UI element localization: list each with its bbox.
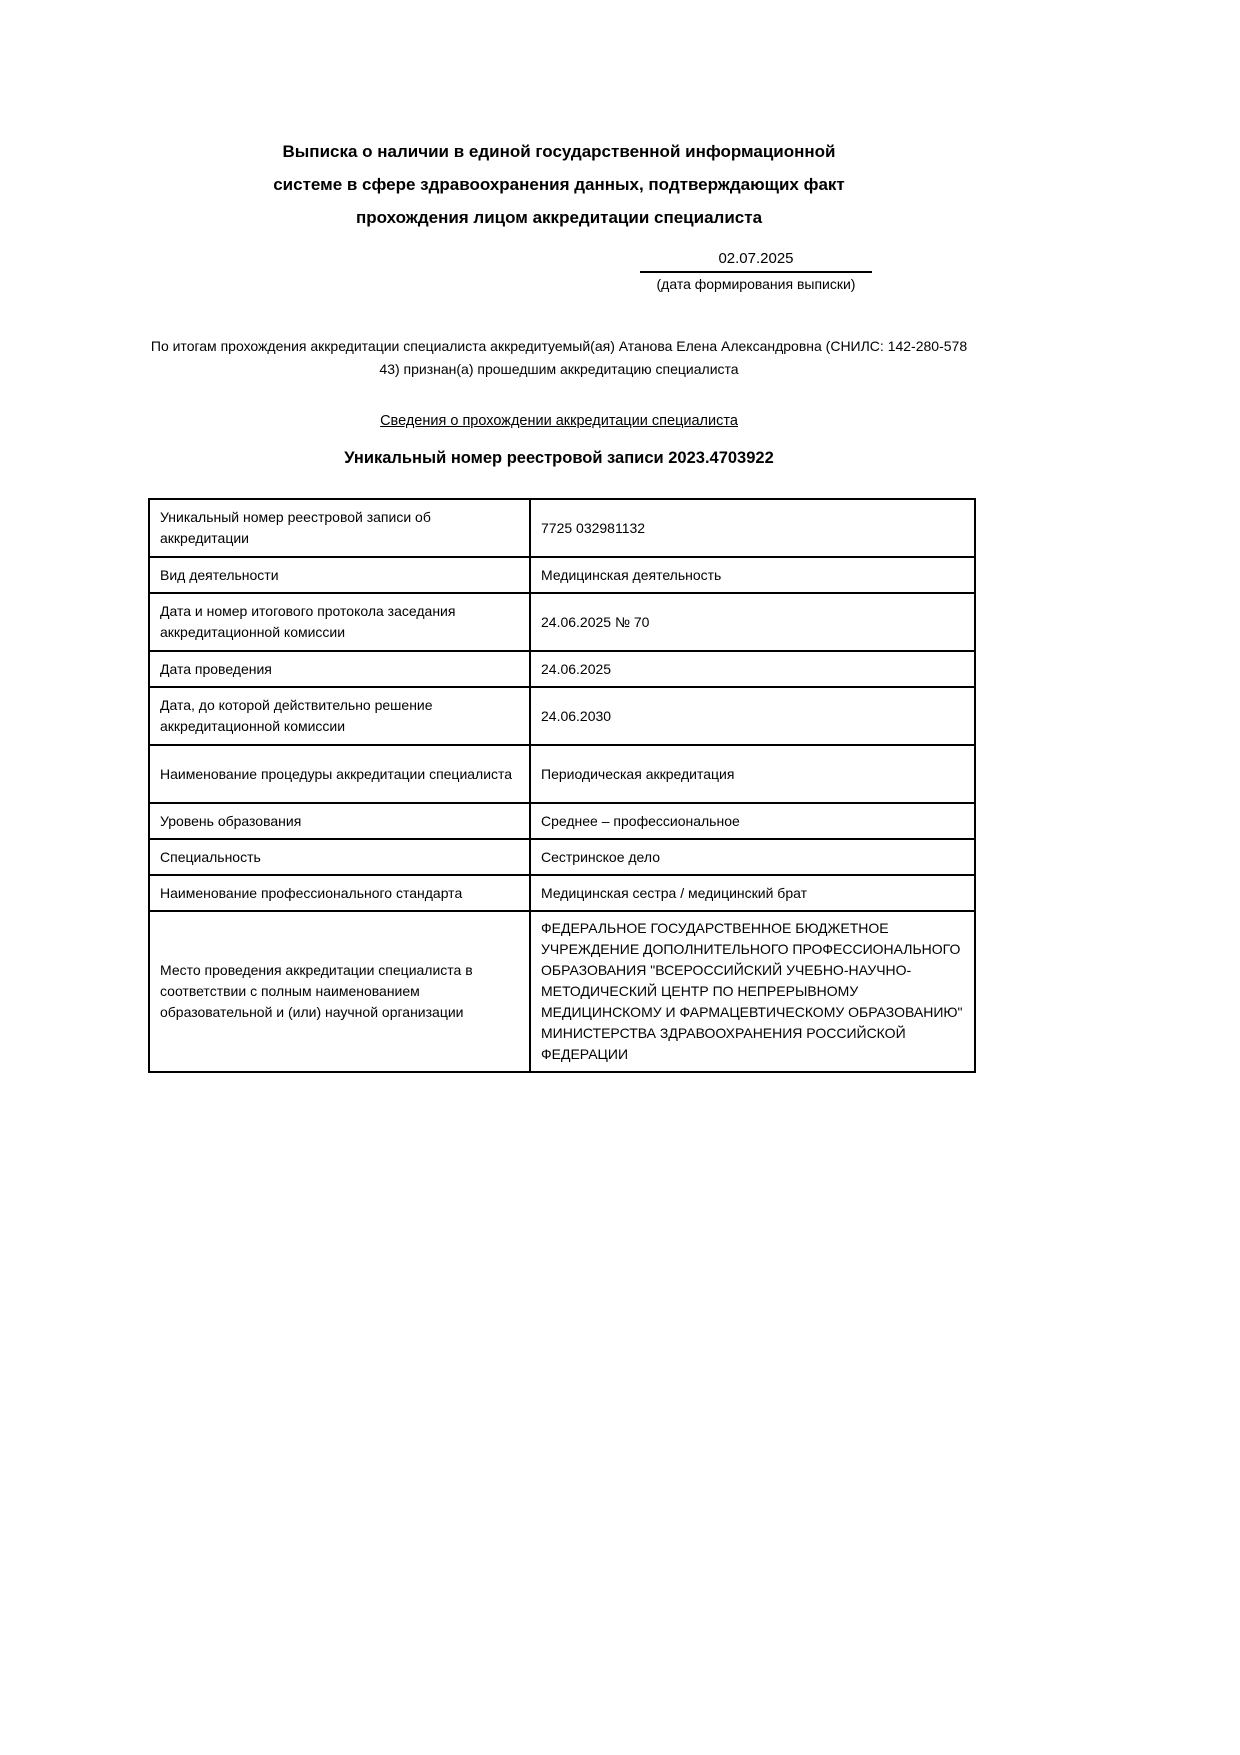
row-label-professional-standard: Наименование профессионального стандарта (149, 875, 530, 911)
table-row (149, 911, 975, 1072)
row-label-specialty: Специальность (149, 839, 530, 875)
row-label-activity-type: Вид деятельности (149, 557, 530, 593)
registry-record-heading: Уникальный номер реестровой записи 2023.4703922 (344, 449, 774, 467)
row-label-protocol: Дата и номер итогового протокола заседания аккредитационной комиссии (149, 593, 530, 651)
row-value-activity-type: Медицинская деятельность (530, 557, 975, 593)
row-label-procedure-name: Наименование процедуры аккредитации специалиста (149, 745, 530, 803)
table-row (149, 803, 975, 839)
row-value-professional-standard: Медицинская сестра / медицинский брат (530, 875, 975, 911)
document-title-line-3: прохождения лицом аккредитации специалиста (355, 208, 763, 227)
document-title-line-1: Выписка о наличии в единой государственной информационной (282, 142, 836, 161)
row-value-procedure-name: Периодическая аккредитация (530, 745, 975, 803)
row-label-valid-until: Дата, до которой действительно решение аккредитационной комиссии (149, 687, 530, 745)
row-value-registry-number: 7725 032981132 (530, 499, 975, 557)
row-label-registry-number: Уникальный номер реестровой записи об аккредитации (149, 499, 530, 557)
table-row (149, 499, 975, 557)
formation-date: 02.07.2025 (640, 250, 872, 273)
table-row (149, 687, 975, 745)
document-title-line-2: системе в сфере здравоохранения данных, подтверждающих факт (273, 175, 845, 194)
accreditation-details-table (148, 498, 976, 1073)
row-value-valid-until: 24.06.2030 (530, 687, 975, 745)
row-value-protocol: 24.06.2025 № 70 (530, 593, 975, 651)
table-row (149, 557, 975, 593)
table-row (149, 651, 975, 687)
table-row (149, 839, 975, 875)
table-row (149, 875, 975, 911)
accreditation-result-paragraph: По итогам прохождения аккредитации специалиста аккредитуемый(ая) Атанова Елена Александровна (СНИЛС: 142-280-578 43) признан(а) прошедшим аккредитацию специалиста (150, 338, 968, 377)
row-label-education-level: Уровень образования (149, 803, 530, 839)
row-label-accreditation-place: Место проведения аккредитации специалиста в соответствии с полным наименованием образовательной и (или) научной организации (149, 911, 530, 1072)
table-row (149, 593, 975, 651)
row-value-date-conducted: 24.06.2025 (530, 651, 975, 687)
row-value-accreditation-place: ФЕДЕРАЛЬНОЕ ГОСУДАРСТВЕННОЕ БЮДЖЕТНОЕ УЧРЕЖДЕНИЕ ДОПОЛНИТЕЛЬНОГО ПРОФЕССИОНАЛЬНОГО ОБРАЗОВАНИЯ "ВСЕРОССИЙСКИЙ УЧЕБНО-НАУЧНО-МЕТОДИЧЕСКИЙ ЦЕНТР ПО НЕПРЕРЫВНОМУ МЕДИЦИНСКОМУ И ФАРМАЦЕВТИЧЕСКОМУ ОБРАЗОВАНИЮ" МИНИСТЕРСТВА ЗДРАВООХРАНЕНИЯ РОССИЙСКОЙ ФЕДЕРАЦИИ (530, 911, 975, 1072)
formation-date-caption: (дата формирования выписки) (656, 276, 856, 292)
row-value-specialty: Сестринское дело (530, 839, 975, 875)
row-value-education-level: Среднее – профессиональное (530, 803, 975, 839)
document-title (148, 135, 970, 234)
row-label-date-conducted: Дата проведения (149, 651, 530, 687)
section-header: Сведения о прохождении аккредитации специалиста (380, 413, 738, 429)
document-body (148, 0, 970, 1073)
formation-date-block (640, 250, 872, 293)
table-row (149, 745, 975, 803)
